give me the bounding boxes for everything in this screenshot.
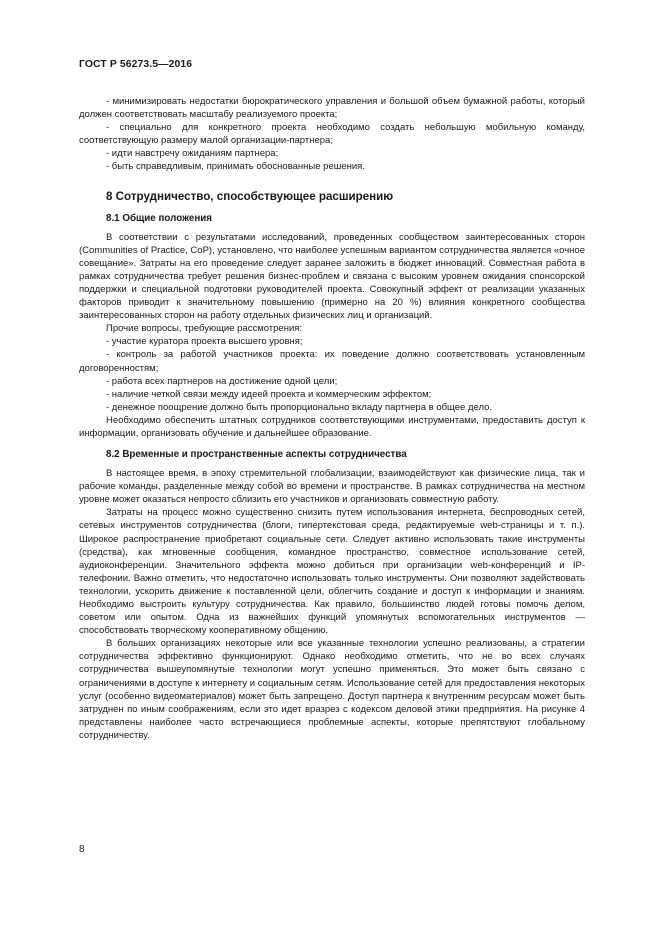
document-header: ГОСТ Р 56273.5—2016 xyxy=(79,59,193,70)
section-8-heading: 8 Сотрудничество, способствующее расширению xyxy=(106,189,394,203)
list-item: - быть справедливым, принимать обоснованные решения. xyxy=(106,161,365,173)
list-item: - идти навстречу ожиданиям партнера; xyxy=(106,148,279,160)
list-item: - контроль за работой участников проекта: их поведение должно соответствовать установленным договоренностям; xyxy=(79,349,585,374)
paragraph: В больших организациях некоторые или все указанные технологии успешно реализованы, а стратегии сотрудничества эффективно функционируют. Однако необходимо отметить, что не во всех случаях сотрудничества вышеупомянутые технологии могут успешно применяться. Это может быть связано с ограничениями в доступе к интернету и социальным сетям. Использование сетей для предоставления некоторых услуг (особенно видеоматериалов) может быть запрещено. Доступ партнера к внутренним ресурсам может быть затруднен по иным соображениям, если это идет вразрез с кодексом деловой этики предприятия. На рисунке 4 представлены наиболее часто встречающиеся проблемные аспекты, которые препятствуют глобальному сотрудничеству. xyxy=(79,638,585,741)
section-8-2-heading: 8.2 Временные и пространственные аспекты сотрудничества xyxy=(106,449,407,461)
list-item: - специально для конкретного проекта необходимо создать небольшую мобильную команду, соответствующую размеру малой организации-партнера; xyxy=(79,122,585,147)
list-item: - работа всех партнеров на достижение одной цели; xyxy=(106,375,338,387)
paragraph: В настоящее время, в эпоху стремительной глобализации, взаимодействуют как физические лица, так и рабочие команды, разделенные между собой во времени и пространстве. В рамках сотрудничества на местном уровне может оказаться непросто сблизить его участников и организовать совместную работу. xyxy=(79,468,585,506)
paragraph: Прочие вопросы, требующие рассмотрения: xyxy=(106,323,303,335)
page-content xyxy=(79,95,585,742)
paragraph: В соответствии с результатами исследований, проведенных сообществом заинтересованных сторон (Communities of Practice, CoP), установлено, что наиболее успешным вариантом сотрудничества является «очное совещание». Затраты на его проведение следует заранее заложить в бюджет инноваций. Совместная работа в рамках сотрудничества требует решения бизнес-проблем и связана с высоким уровнем ожидания спонсорской поддержки и специальной подготовки руководителей проекта. Совокупный эффект от реализации указанных факторов приводит к значительному повышению (примерно на 20 %) влияния конкретного сообщества заинтересованных сторон на работу отдельных физических лиц и организаций. xyxy=(79,231,585,322)
page-number: 8 xyxy=(79,844,85,855)
section-8-1-heading: 8.1 Общие положения xyxy=(106,212,213,224)
list-item: - минимизировать недостатки бюрократического управления и большой объем бумажной работы, который должен соответствовать масштабу реализуемого проекта; xyxy=(79,96,585,121)
list-item: - наличие четкой связи между идеей проекта и коммерческим эффектом; xyxy=(106,388,432,400)
list-item: - участие куратора проекта высшего уровня; xyxy=(106,336,303,348)
paragraph: Затраты на процесс можно существенно снизить путем использования интернета, беспроводных сетей, сетевых инструментов сотрудничества (блоги, гипертекстовая среда, редактируемые web-страницы и т. п.). Широкое распространение приобретают социальные сети. Следует активно использовать такие инструменты (средства), как мгновенные сообщения, командное пространство, совместное использование сетей, аудиоконференции. Значительного эффекта можно добиться при организации web-конференций и IP-телефонии. Важно отметить, что недостаточно использовать только инструменты. Они позволяют задействовать технологии, ускорить движение к поставленной цели, облегчить создание и доступ к информации и знаниям. Необходимо выстроить культуру сотрудничества. Как правило, большинство людей готовы помочь делом, советом или опытом. Одна из важнейших функций упомянутых вспомогательных инструментов — способствовать творческому кооперативному общению. xyxy=(79,507,585,637)
paragraph: Необходимо обеспечить штатных сотрудников соответствующими инструментами, предоставить доступ к информации, организовать обучение и дальнейшее образование. xyxy=(79,414,585,439)
list-item: - денежное поощрение должно быть пропорционально вкладу партнера в общее дело. xyxy=(106,401,493,413)
